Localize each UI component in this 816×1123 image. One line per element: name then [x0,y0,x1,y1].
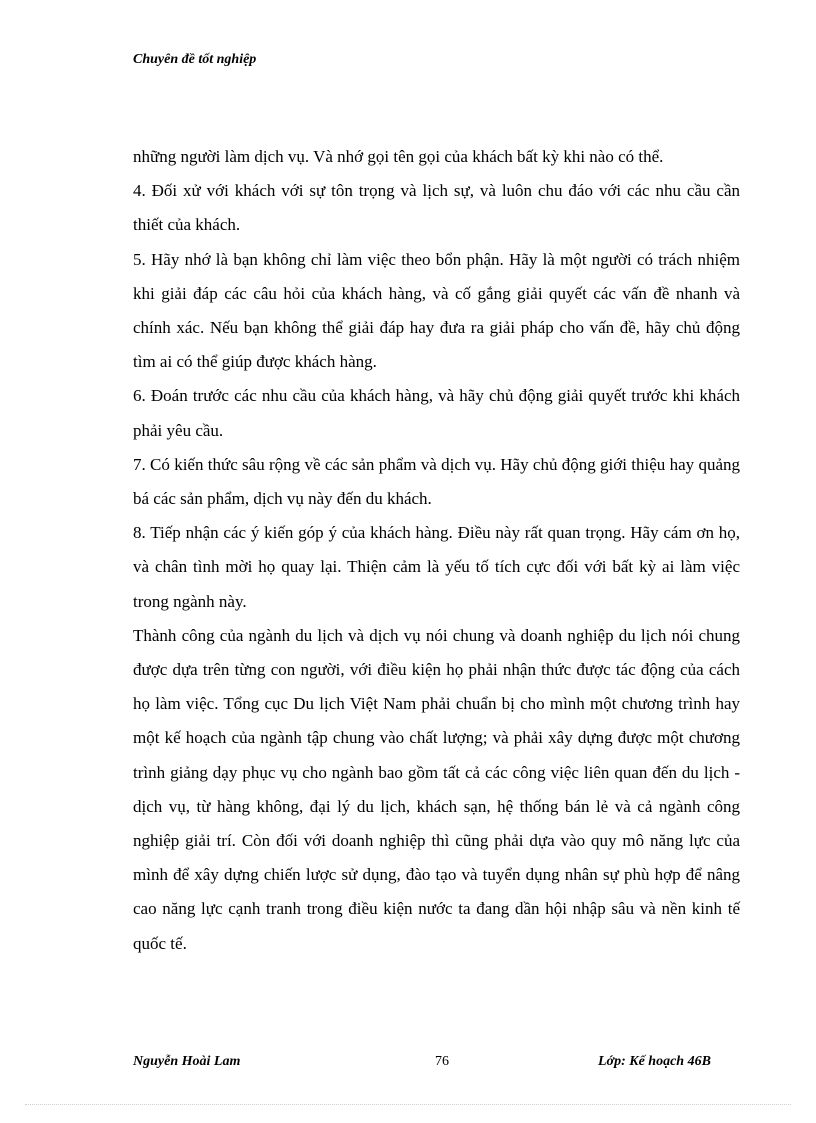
body-paragraph: 4. Đối xử với khách với sự tôn trọng và lịch sự, và luôn chu đáo với các nhu cầu cần thiết của khách. [133,181,740,235]
body-paragraph: 7. Có kiến thức sâu rộng về các sản phẩm và dịch vụ. Hãy chủ động giới thiệu hay quảng bá các sản phẩm, dịch vụ này đến du khách. [133,454,740,509]
body-paragraph: 8. Tiếp nhận các ý kiến góp ý của khách hàng. Điều này rất quan trọng. Hãy cám ơn họ, và chân tình mời họ quay lại. Thiện cảm là yếu tố tích cực đối với bất kỳ ai làm việc trong ngành này. [133,523,740,611]
document-body [133,140,740,961]
footer-author: Nguyễn Hoài Lam [133,1054,241,1069]
body-paragraph: những người làm dịch vụ. Và nhớ gọi tên gọi của khách bất kỳ khi nào có thể. [133,147,664,166]
footer-class-label: Lớp: Kế hoạch 46B [598,1054,711,1069]
page-bottom-divider [25,1104,791,1105]
body-paragraph: 5. Hãy nhớ là bạn không chỉ làm việc theo bổn phận. Hãy là một người có trách nhiệm khi giải đáp các câu hỏi của khách hàng, và cố gắng giải quyết các vấn đề nhanh và chính xác. Nếu bạn không thể giải đáp hay đưa ra giải pháp cho vấn đề, hãy chủ động tìm ai có thể giúp được khách hàng. [133,249,740,372]
body-paragraph: Thành công của ngành du lịch và dịch vụ nói chung và doanh nghiệp du lịch nói chung được dựa trên từng con người, với điều kiện họ phải nhận thức được tác động của cách họ làm việc. Tổng cục Du lịch Việt Nam phải chuẩn bị cho mình một chương trình hay một kế hoạch của ngành tập chung vào chất lượng; và phải xây dựng được một chương trình giảng dạy phục vụ cho ngành bao gồm tất cả các công việc liên quan đến du lịch - dịch vụ, từ hàng không, đại lý du lịch, khách sạn, hệ thống bán lẻ và cả ngành công nghiệp giải trí. Còn đối với doanh nghiệp thì cũng phải dựa vào quy mô năng lực của mình để xây dựng chiến lược sử dụng, đào tạo và tuyển dụng nhân sự phù hợp để nâng cao năng lực cạnh tranh trong điều kiện nước ta đang dần hội nhập sâu và nền kinh tế quốc tế. [133,625,740,953]
page-number: 76 [435,1054,449,1069]
running-header: Chuyên đề tốt nghiệp [133,52,257,67]
body-paragraph: 6. Đoán trước các nhu cầu của khách hàng, và hãy chủ động giải quyết trước khi khách phải yêu cầu. [133,386,740,440]
